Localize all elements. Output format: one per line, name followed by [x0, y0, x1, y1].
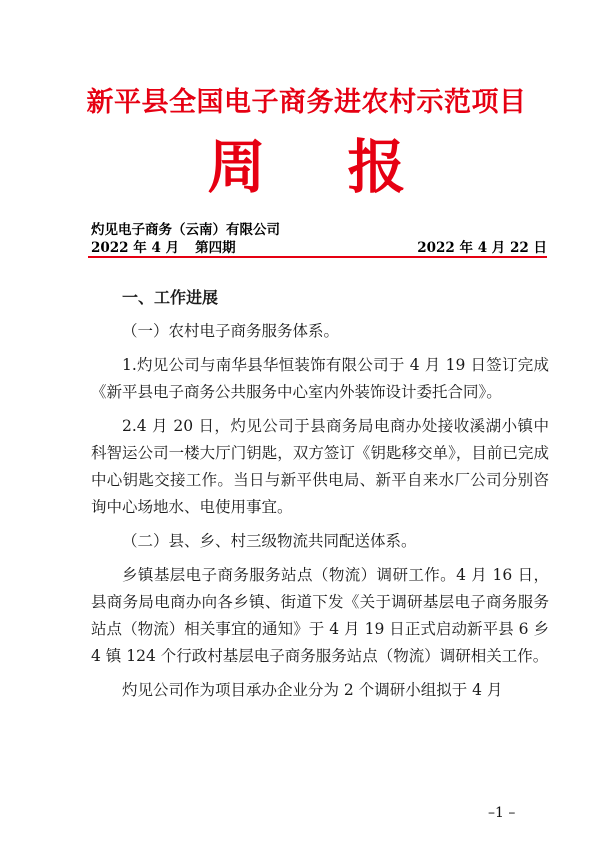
- subtitle-char-bao: 报: [347, 133, 406, 201]
- report-title: 新平县全国电子商务进农村示范项目: [86, 87, 527, 118]
- subsection-heading-logistics: （二）县、乡、村三级物流共同配送体系。: [122, 532, 417, 550]
- issue-month: 2022 年 4 月: [91, 240, 180, 256]
- company-name: 灼见电子商务（云南）有限公司: [91, 222, 280, 238]
- section-heading-work-progress: 一、工作进展: [122, 288, 219, 307]
- paragraph-contract: 1.灼见公司与南华县华恒装饰有限公司于 4 月 19 日签订完成《新平县电子商务公共服务中心室内外装饰设计委托合同》。: [91, 356, 549, 401]
- paragraph-key-handover: 2.4 月 20 日，灼见公司于县商务局电商办处接收溪湖小镇中科智运公司一楼大厅门钥匙，双方签订《钥匙移交单》，目前已完成中心钥匙交接工作。当日与新平供电局、新平自来水厂公司分别咨询中心场地水、电使用事宜。: [91, 417, 549, 516]
- issue-number: 第四期: [195, 240, 236, 256]
- paragraph-survey: 乡镇基层电子商务服务站点（物流）调研工作。4 月 16 日，县商务局电商办向各乡镇、街道下发《关于调研基层电子商务服务站点（物流）相关事宜的通知》于 4 月 19 日正式启动新平县 6 乡 4 镇 124 个行政村基层电子商务服务站点（物流）调研相关工作。: [91, 566, 549, 665]
- report-subtitle: [0, 132, 613, 202]
- subtitle-char-zhou: 周: [207, 133, 266, 201]
- issue-info: [91, 236, 236, 256]
- report-body: [91, 284, 549, 711]
- subsection-heading-rural-ecommerce: （一）农村电子商务服务体系。: [122, 322, 340, 340]
- header-divider: [88, 256, 547, 258]
- issue-date: 2022 年 4 月 22 日: [417, 240, 547, 256]
- page-number: –1 –: [488, 805, 516, 821]
- paragraph-survey-groups: 灼见公司作为项目承办企业分为 2 个调研小组拟于 4 月: [122, 681, 503, 699]
- issue-row: [91, 236, 547, 256]
